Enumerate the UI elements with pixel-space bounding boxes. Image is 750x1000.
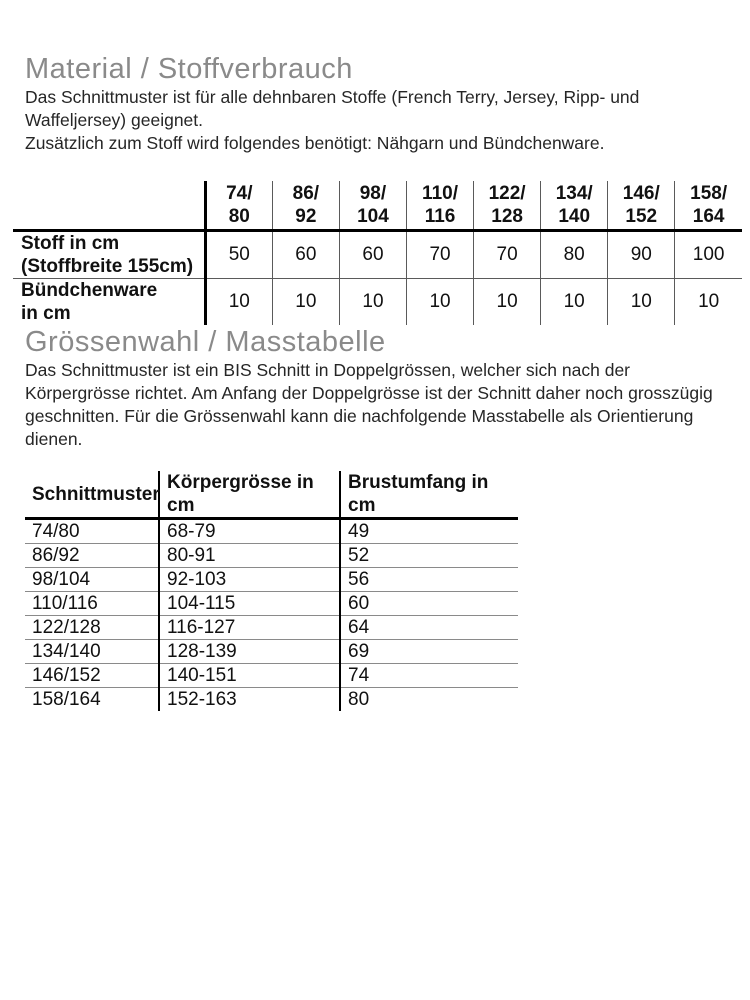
row-label-line-2: in cm — [21, 303, 71, 324]
size-column-header — [205, 181, 272, 231]
ribbing-value-cell: 10 — [406, 279, 473, 326]
size-column-header — [339, 181, 406, 231]
size-line-1: 158/ — [690, 183, 728, 204]
empty-corner-cell — [13, 181, 205, 231]
chest-cell: 64 — [340, 616, 518, 640]
ribbing-value-cell: 10 — [675, 279, 742, 326]
chest-cell: 69 — [340, 640, 518, 664]
size-line-2: 140 — [558, 206, 591, 227]
size-column-header — [608, 181, 675, 231]
ribbing-value-cell: 10 — [272, 279, 339, 326]
table-row-fabric — [13, 231, 742, 279]
table-row — [25, 544, 518, 568]
ribbing-value-cell: 10 — [541, 279, 608, 326]
table-row — [25, 568, 518, 592]
size-column-header — [474, 181, 541, 231]
size-line-2: 116 — [424, 206, 456, 227]
fabric-value-cell: 60 — [272, 231, 339, 279]
body-height-cell: 92-103 — [159, 568, 340, 592]
fabric-value-cell: 60 — [339, 231, 406, 279]
pattern-size-cell: 122/128 — [25, 616, 159, 640]
chest-cell: 60 — [340, 592, 518, 616]
chest-cell: 80 — [340, 688, 518, 712]
fabric-value-cell: 100 — [675, 231, 742, 279]
chest-cell: 56 — [340, 568, 518, 592]
section-title-material: Material / Stoffverbrauch — [25, 53, 353, 85]
section-title-sizing: Grössenwahl / Masstabelle — [25, 326, 386, 358]
size-chart-header-row — [25, 471, 518, 519]
pattern-size-cell: 158/164 — [32, 689, 101, 710]
body-height-cell: 140-151 — [159, 664, 340, 688]
section-material — [21, 52, 750, 325]
table-row — [25, 592, 518, 616]
row-label-line-2: (Stoffbreite 155cm) — [21, 256, 194, 277]
chest-cell: 74 — [340, 664, 518, 688]
col-header-chest: Brustumfang in cm — [340, 471, 518, 519]
size-line-2: 164 — [692, 206, 725, 227]
sizing-paragraph: Das Schnittmuster ist ein BIS Schnitt in Doppelgrössen, welcher sich nach der Körpergrösse richtet. Am Anfang der Doppelgrösse ist der Schnitt daher noch grosszügig geschnitten. Für die Grössenwahl kann die nachfolgende Masstabelle als Orientierung dienen. — [25, 360, 713, 449]
ribbing-value-cell: 10 — [205, 279, 272, 326]
size-header-row — [13, 181, 742, 231]
fabric-value-cell: 70 — [406, 231, 473, 279]
table-row — [25, 616, 518, 640]
pattern-size-cell: 134/140 — [25, 640, 159, 664]
size-column-header — [675, 181, 742, 231]
chest-cell: 49 — [340, 519, 518, 544]
pattern-size-cell: 146/152 — [25, 664, 159, 688]
row-label-line-1: Stoff in cm — [21, 233, 120, 254]
size-line-1: 146/ — [622, 183, 660, 204]
fabric-value-cell: 70 — [474, 231, 541, 279]
pattern-size-cell: 86/92 — [25, 544, 159, 568]
size-line-1: 122/ — [488, 183, 526, 204]
size-line-2: 92 — [295, 206, 317, 227]
row-label-line-1: Bündchenware — [21, 280, 158, 301]
row-label-fabric — [13, 231, 205, 279]
size-line-1: 86/ — [292, 183, 320, 204]
size-line-1: 134/ — [555, 183, 593, 204]
size-line-2: 128 — [491, 206, 523, 227]
size-line-2: 152 — [625, 206, 658, 227]
body-height-cell: 128-139 — [159, 640, 340, 664]
body-height-cell: 116-127 — [159, 616, 340, 640]
table-row — [25, 664, 518, 688]
row-label-ribbing — [13, 279, 205, 326]
size-column-header — [406, 181, 473, 231]
size-chart-table — [25, 471, 518, 711]
fabric-consumption-table — [13, 181, 742, 325]
fabric-value-cell: 50 — [205, 231, 272, 279]
section-sizing — [25, 325, 750, 711]
size-column-header — [541, 181, 608, 231]
ribbing-value-cell: 10 — [608, 279, 675, 326]
chest-cell: 52 — [340, 544, 518, 568]
body-height-cell: 68-79 — [159, 519, 340, 544]
size-line-2: 104 — [357, 206, 389, 227]
pattern-size-cell: 74/80 — [25, 519, 159, 544]
ribbing-value-cell: 10 — [474, 279, 541, 326]
table-row — [25, 640, 518, 664]
body-height-cell: 152-163 — [159, 688, 340, 712]
fabric-value-cell: 90 — [608, 231, 675, 279]
size-column-header — [272, 181, 339, 231]
body-height-cell: 80-91 — [159, 544, 340, 568]
material-paragraph-notions: Zusätzlich zum Stoff wird folgendes benötigt: Nähgarn und Bündchenware. — [25, 133, 605, 153]
pattern-size-cell: 110/116 — [25, 592, 159, 616]
fabric-value-cell: 80 — [541, 231, 608, 279]
table-row-ribbing — [13, 279, 742, 326]
size-line-1: 110/ — [422, 183, 458, 204]
col-header-body-height: Körpergrösse in cm — [159, 471, 340, 519]
col-header-pattern-size: Schnittmuster — [25, 471, 159, 519]
material-paragraph-fabrics: Das Schnittmuster ist für alle dehnbaren Stoffe (French Terry, Jersey, Ripp- und Waffeljersey) geeignet. — [25, 87, 640, 130]
body-height-cell: 104-115 — [159, 592, 340, 616]
ribbing-value-cell: 10 — [339, 279, 406, 326]
table-row — [25, 519, 518, 544]
size-line-1: 74/ — [226, 183, 253, 204]
size-line-2: 80 — [228, 206, 250, 227]
table-row — [25, 688, 518, 712]
pattern-size-cell: 98/104 — [25, 568, 159, 592]
size-line-1: 98/ — [359, 183, 387, 204]
